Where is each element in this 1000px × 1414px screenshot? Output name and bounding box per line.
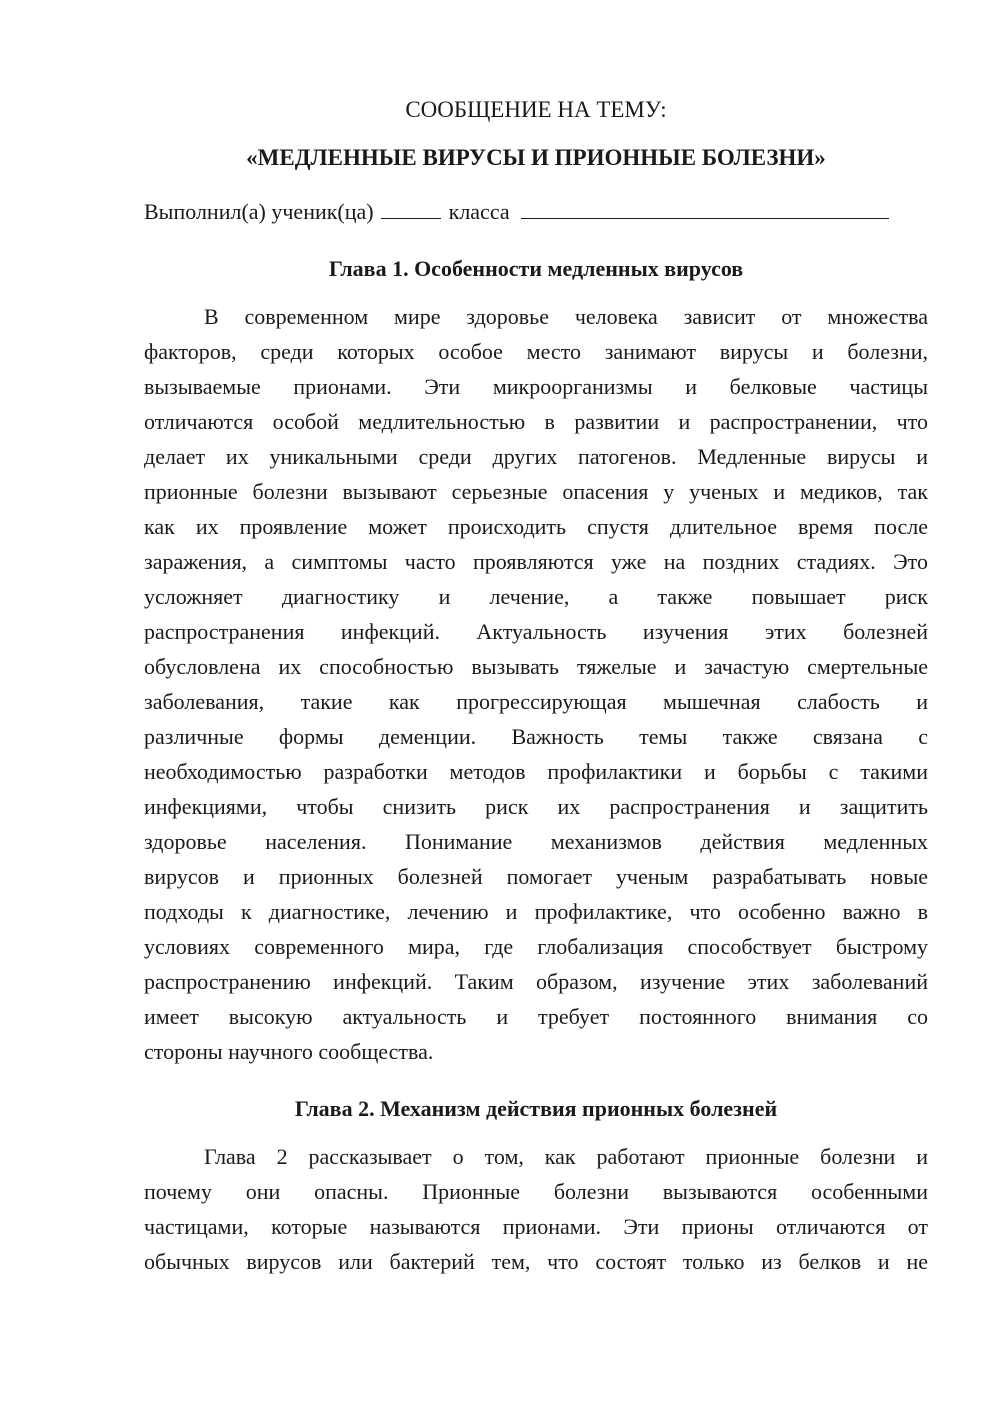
performed-by-label: Выполнил(а) ученик(ца) bbox=[144, 199, 374, 224]
paragraph-line: заболевания, такие как прогрессирующая мышечная слабость и bbox=[144, 689, 928, 714]
class-label: класса bbox=[448, 199, 510, 224]
paragraph-line: В современном мире здоровье человека зависит от множества bbox=[204, 304, 928, 329]
paragraph-line: заражения, а симптомы часто проявляются уже на поздних стадиях. Это bbox=[144, 549, 928, 574]
paragraph-line: инфекциями, чтобы снизить риск их распространения и защитить bbox=[144, 794, 928, 819]
paragraph-line: Глава 2 рассказывает о том, как работают прионные болезни и bbox=[204, 1144, 928, 1169]
paragraph-line: отличаются особой медлительностью в развитии и распространении, что bbox=[144, 409, 928, 434]
document-title-line1: СООБЩЕНИЕ НА ТЕМУ: bbox=[405, 97, 667, 122]
paragraph-line: условиях современного мира, где глобализация способствует быстрому bbox=[144, 934, 928, 959]
paragraph-line: как их проявление может происходить спустя длительное время после bbox=[144, 514, 928, 539]
paragraph-line: делает их уникальными среди других патогенов. Медленные вирусы и bbox=[144, 444, 928, 469]
student-name-blank bbox=[521, 200, 889, 219]
paragraph-line: подходы к диагностике, лечению и профилактике, что особенно важно в bbox=[144, 899, 928, 924]
paragraph-line: вызываемые прионами. Эти микроорганизмы и белковые частицы bbox=[144, 374, 928, 399]
chapter2-heading: Глава 2. Механизм действия прионных болезней bbox=[294, 1096, 778, 1121]
paragraph-line: распространения инфекций. Актуальность изучения этих болезней bbox=[144, 619, 928, 644]
paragraph-line: имеет высокую актуальность и требует постоянного внимания со bbox=[144, 1004, 928, 1029]
paragraph-line: вирусов и прионных болезней помогает ученым разрабатывать новые bbox=[144, 864, 928, 889]
class-number-blank bbox=[381, 200, 441, 219]
paragraph-line: усложняет диагностику и лечение, а также повышает риск bbox=[144, 584, 928, 609]
document-title-line2: «МЕДЛЕННЫЕ ВИРУСЫ И ПРИОННЫЕ БОЛЕЗНИ» bbox=[246, 145, 826, 170]
paragraph-line: почему они опасны. Прионные болезни вызываются особенными bbox=[144, 1179, 928, 1204]
paragraph-line: обычных вирусов или бактерий тем, что состоят только из белков и не bbox=[144, 1249, 928, 1274]
chapter1-heading: Глава 1. Особенности медленных вирусов bbox=[328, 256, 744, 281]
paragraph-line: прионные болезни вызывают серьезные опасения у ученых и медиков, так bbox=[144, 479, 928, 504]
paragraph-line: необходимостью разработки методов профилактики и борьбы с такими bbox=[144, 759, 928, 784]
paragraph-line: различные формы деменции. Важность темы также связана с bbox=[144, 724, 928, 749]
signature-line bbox=[144, 199, 928, 225]
paragraph-line: стороны научного сообщества. bbox=[144, 1039, 434, 1064]
paragraph-line: факторов, среди которых особое место занимают вирусы и болезни, bbox=[144, 339, 928, 364]
paragraph-line: обусловлена их способностью вызывать тяжелые и зачастую смертельные bbox=[144, 654, 928, 679]
paragraph-line: здоровье населения. Понимание механизмов действия медленных bbox=[144, 829, 928, 854]
paragraph-line: распространению инфекций. Таким образом, изучение этих заболеваний bbox=[144, 969, 928, 994]
paragraph-line: частицами, которые называются прионами. Эти прионы отличаются от bbox=[144, 1214, 928, 1239]
